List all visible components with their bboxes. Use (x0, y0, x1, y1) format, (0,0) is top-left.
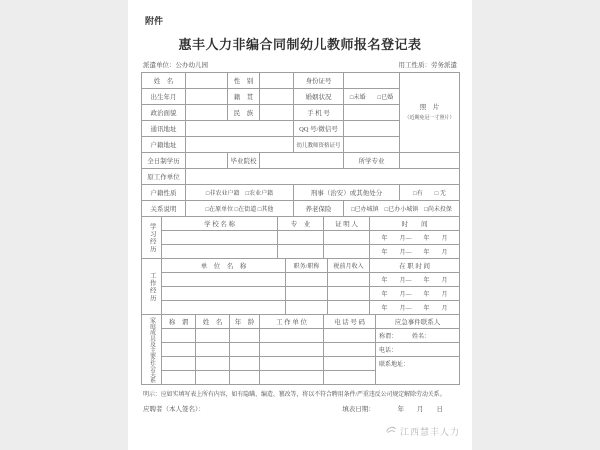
empty-cell (196, 357, 230, 371)
education-label: 全日制学历 (142, 153, 186, 169)
study-section-cell (142, 217, 162, 259)
empty-cell (324, 357, 376, 371)
teacher-cert-label: 幼儿教师资格证号 (294, 137, 344, 153)
empty-cell (230, 343, 260, 357)
pension-checkboxes: □已办城镇 □已办小城镇 □尚未投保 (344, 201, 460, 217)
notice-text: 明示：应如实填写表上所有内容，如有隐瞒、编造、篡改等，将以不符合聘用条件/严重违反公司规定解除劳动关系。 (143, 392, 446, 398)
empty-cell (162, 343, 196, 357)
marital-checkboxes: □未婚 □已婚 (344, 89, 400, 105)
work-row (142, 301, 460, 315)
empty-cell (230, 357, 260, 371)
empty-cell (328, 273, 370, 287)
row-education (142, 153, 460, 169)
empty-cell (260, 371, 324, 385)
work-header-row (142, 259, 460, 273)
empty-cell (196, 371, 230, 385)
major-label: 所学专业 (344, 153, 400, 169)
applicant-signature-label: 应聘者（本人签名）： (143, 406, 205, 413)
mobile-label: 手 机 号 (294, 105, 344, 121)
study-school-header: 学 校 名 称 (162, 217, 278, 231)
family-workunit-header: 工 作 单 位 (260, 315, 324, 329)
ethnicity-label: 民 族 (228, 105, 260, 121)
household-type-checkboxes: □非农业户籍 □农业户籍 (186, 185, 294, 201)
name-label: 姓 名 (142, 73, 186, 89)
criminal-label: 刑事（治安）或其他处分 (294, 185, 400, 201)
study-major-header: 专 业 (278, 217, 324, 231)
former-employer-value-cell (186, 169, 460, 185)
emergency-title-name: 称谓： 姓名： (376, 329, 460, 343)
political-label: 政治面貌 (142, 105, 186, 121)
row-relation (142, 201, 460, 217)
marital-label: 婚姻状况 (294, 89, 344, 105)
empty-cell (260, 343, 324, 357)
empty-cell (278, 231, 324, 245)
teacher-cert-value-cell (344, 137, 400, 153)
study-row (142, 231, 460, 245)
work-title-header: 职务/职称 (286, 259, 328, 273)
empty-cell (324, 245, 370, 259)
photo-title: 照 片 (419, 104, 440, 112)
empty-cell (162, 371, 196, 385)
work-unit-header: 单 位 名 称 (162, 259, 286, 273)
row-name (142, 73, 460, 89)
empty-cell (260, 329, 324, 343)
family-row (142, 343, 460, 357)
emergency-phone: 电话： (376, 343, 460, 357)
row-former-employer (142, 169, 460, 185)
empty-cell (278, 245, 324, 259)
attachment-label: 附件 (145, 16, 164, 26)
empty-cell (286, 273, 328, 287)
employment-nature: 用工性质：劳务派遣 (398, 62, 457, 69)
signature-row (143, 404, 457, 413)
fill-date-label: 填表日期： 年 月 日 (342, 406, 443, 413)
study-section-label: 学习经历 (148, 222, 156, 253)
empty-cell (162, 287, 286, 301)
family-header-row (142, 315, 460, 329)
criminal-checkboxes: □有 □ 无 (400, 185, 460, 201)
family-section-cell (142, 315, 162, 385)
id-number-label: 身份证号 (294, 73, 344, 89)
work-history-table (141, 258, 460, 315)
empty-cell (324, 371, 376, 385)
basic-info-table (141, 72, 460, 217)
major-value-cell (400, 153, 460, 169)
political-value-cell (186, 105, 228, 121)
relation-label: 关系说明 (142, 201, 186, 217)
empty-cell (196, 329, 230, 343)
family-relation-header: 称 谓 (162, 315, 196, 329)
emergency-contact-header: 应急事件联系人 (376, 315, 460, 329)
work-section-cell (142, 259, 162, 315)
work-period: 年 月— 年 月 (370, 301, 460, 315)
grad-school-value-cell (260, 153, 344, 169)
birth-label: 出生年月 (142, 89, 186, 105)
work-row (142, 273, 460, 287)
study-witness-header: 证 明 人 (324, 217, 370, 231)
empty-cell (324, 329, 376, 343)
native-place-value-cell (260, 89, 294, 105)
empty-cell (162, 245, 278, 259)
study-period: 年 月— 年 月 (370, 231, 460, 245)
id-number-value-cell (344, 73, 400, 89)
empty-cell (260, 357, 324, 371)
gender-value-cell (260, 73, 294, 89)
family-phone-header: 电 话 号 码 (324, 315, 376, 329)
watermark (385, 424, 460, 438)
family-age-header: 年 龄 (230, 315, 260, 329)
family-row (142, 357, 460, 371)
empty-cell (196, 343, 230, 357)
name-value-cell (186, 73, 228, 89)
empty-cell (286, 301, 328, 315)
form-page (128, 0, 472, 450)
emergency-address: 联系地址： (376, 357, 460, 385)
family-section-label: 家庭成员及主要社会关系 (148, 316, 155, 383)
work-period: 年 月— 年 月 (370, 287, 460, 301)
form-title: 惠丰人力非编合同制幼儿教师报名登记表 (178, 37, 422, 52)
empty-cell (324, 231, 370, 245)
row-household-type (142, 185, 460, 201)
work-section-label: 工作经历 (148, 271, 156, 302)
work-row (142, 287, 460, 301)
empty-cell (162, 231, 278, 245)
family-name-header: 姓 名 (196, 315, 230, 329)
study-row (142, 245, 460, 259)
work-period: 年 月— 年 月 (370, 273, 460, 287)
birth-value-cell (186, 89, 228, 105)
study-time-header: 时 间 (370, 217, 460, 231)
work-time-header: 在 职 时 间 (370, 259, 460, 273)
mail-address-value-cell (186, 121, 294, 137)
study-history-table (141, 216, 460, 259)
native-place-label: 籍 贯 (228, 89, 260, 105)
watermark-text: 江西慧丰人力 (399, 426, 460, 437)
household-address-label: 户籍地址 (142, 137, 186, 153)
relation-checkboxes: □在原单位 □在街道 □其他 (186, 201, 294, 217)
study-header-row (142, 217, 460, 231)
empty-cell (162, 357, 196, 371)
pension-label: 养老保险 (294, 201, 344, 217)
empty-cell (286, 287, 328, 301)
mail-address-label: 通讯地址 (142, 121, 186, 137)
huifeng-logo-icon (385, 424, 397, 438)
family-table (141, 314, 460, 385)
photo-note: （近期免冠一寸照片） (404, 115, 455, 121)
ethnicity-value-cell (260, 105, 294, 121)
empty-cell (162, 301, 286, 315)
subheader (143, 60, 457, 69)
gender-label: 性 别 (228, 73, 260, 89)
study-period: 年 月— 年 月 (370, 245, 460, 259)
dispatch-unit: 派遣单位：公办幼儿园 (143, 62, 208, 69)
empty-cell (328, 301, 370, 315)
qq-wechat-label: QQ 号/微信号 (294, 121, 344, 137)
household-address-value-cell (186, 137, 294, 153)
mobile-value-cell (344, 105, 400, 121)
empty-cell (230, 329, 260, 343)
grad-school-label: 毕业院校 (228, 153, 260, 169)
photo-cell (400, 73, 460, 153)
empty-cell (162, 329, 196, 343)
family-row (142, 329, 460, 343)
empty-cell (324, 343, 376, 357)
former-employer-label: 原工作单位 (142, 169, 186, 185)
qq-wechat-value-cell (344, 121, 400, 137)
empty-cell (328, 287, 370, 301)
work-income-header: 税前月收入 (328, 259, 370, 273)
education-value-cell (186, 153, 228, 169)
household-type-label: 户籍性质 (142, 185, 186, 201)
empty-cell (230, 371, 260, 385)
empty-cell (162, 273, 286, 287)
